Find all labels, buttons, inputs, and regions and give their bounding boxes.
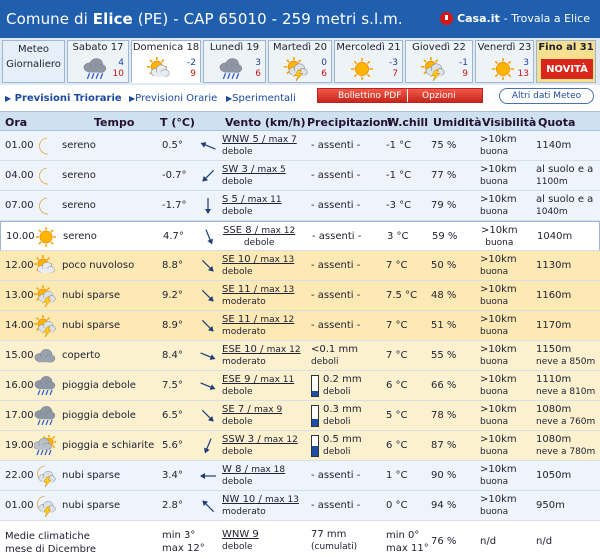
table-row (0, 311, 600, 341)
day-min-temp: 4 (118, 58, 124, 68)
row-humidity: 78 % (431, 410, 457, 421)
table-row (0, 341, 600, 371)
day-tab[interactable] (203, 40, 266, 83)
day-label: Giovedì 22 (412, 42, 466, 53)
tab-previsioni-orarie[interactable]: ▶Previsioni Orarie (129, 93, 218, 104)
row-condition: coperto (62, 350, 101, 361)
precipitation: - assenti - (311, 290, 361, 301)
row-visibility: >10km buona (480, 254, 517, 277)
freezing-level: 950m (536, 500, 565, 511)
day-tab[interactable] (268, 40, 332, 83)
precipitation: - assenti - (311, 260, 361, 271)
tab-fino-al-31[interactable] (536, 40, 596, 83)
day-min-temp: -2 (187, 58, 196, 68)
day-tabs (0, 38, 600, 85)
row-temperature: 3.4° (162, 470, 183, 481)
row-humidity: 77 % (431, 170, 457, 181)
col-precipitazioni: Precipitazioni (307, 116, 392, 129)
row-condition: poco nuvoloso (62, 260, 135, 271)
storm-moon-icon (34, 465, 56, 487)
day-label-2: Giornaliero (6, 59, 61, 70)
pdf-options-bar (317, 88, 483, 103)
day-label: Venerdì 23 (477, 42, 532, 53)
storm-sun-icon (283, 57, 309, 81)
row-windchill: 7.5 °C (386, 290, 418, 301)
row-condition: pioggia e schiarite (62, 440, 155, 451)
wind-arrow-icon (197, 376, 219, 396)
row-time: 22.00 (5, 470, 34, 481)
row-condition: nubi sparse (62, 290, 121, 301)
table-row (0, 371, 600, 401)
row-wind: SSE 8 / max 12 debole (223, 225, 296, 248)
wind-arrow-icon (197, 466, 219, 486)
row-humidity: 79 % (431, 200, 457, 211)
day-max-temp: 9 (462, 69, 468, 79)
row-windchill: -1 °C (386, 140, 412, 151)
col-umidita: Umidità (433, 116, 482, 129)
row-visibility: >10km buona (480, 434, 517, 457)
row-visibility: >10km buona (480, 464, 517, 487)
row-condition: pioggia debole (62, 380, 136, 391)
table-row (0, 131, 600, 161)
row-wind: SE 7 / max 9 debole (222, 404, 283, 427)
row-humidity: 66 % (431, 380, 457, 391)
row-time: 01.00 (5, 500, 34, 511)
day-min-temp: -3 (389, 58, 398, 68)
climate-quota: n/d (536, 536, 553, 547)
sun-cloud-icon (146, 57, 172, 81)
row-windchill: 7 °C (386, 260, 408, 271)
footer-climate-row (0, 526, 600, 559)
row-windchill: 6 °C (386, 380, 408, 391)
freezing-level: al suolo e a 1100m (536, 164, 594, 187)
rain-gauge (311, 375, 319, 397)
day-min-temp: 3 (255, 58, 261, 68)
wind-arrow-icon (197, 136, 219, 156)
row-temperature: 5.6° (162, 440, 183, 451)
row-visibility: >10km buona (480, 344, 517, 367)
row-visibility: >10km buona (480, 374, 517, 397)
table-row (0, 401, 600, 431)
precipitation: 0.3 mm deboli (323, 404, 362, 427)
row-wind: ESE 9 / max 11 debole (222, 374, 295, 397)
precipitation: - assenti - (311, 320, 361, 331)
row-wind: ESE 10 / max 12 moderato (222, 344, 301, 367)
freezing-level: 1080m neve a 780m (536, 434, 596, 457)
rain-gauge (311, 405, 319, 427)
row-windchill: 0 °C (386, 500, 408, 511)
row-humidity: 50 % (431, 260, 457, 271)
page-header (0, 0, 600, 38)
freezing-level: 1050m (536, 470, 572, 481)
sun-icon (35, 226, 57, 248)
tab-previsioni-triorarie[interactable]: ▶ Previsioni Triorarie (5, 93, 122, 104)
tab-sperimentali[interactable]: ▶Sperimentali (226, 93, 296, 104)
row-visibility: >10km buona (480, 284, 517, 307)
climate-visibility: n/d (480, 536, 497, 547)
climate-prec: 77 mm (cumulati) (311, 529, 358, 552)
row-visibility: >10km buona (480, 314, 517, 337)
day-tab[interactable] (67, 40, 129, 83)
row-windchill: 1 °C (386, 470, 408, 481)
row-temperature: 2.8° (162, 500, 183, 511)
wind-arrow-icon (197, 256, 219, 276)
table-row (0, 251, 600, 281)
novita-badge[interactable]: NOVITÀ (541, 59, 593, 79)
row-time: 04.00 (5, 170, 34, 181)
row-time: 19.00 (5, 440, 34, 451)
climate-temp: min 3° max 12° (162, 530, 205, 554)
row-humidity: 48 % (431, 290, 457, 301)
precipitation: <0.1 mm deboli (311, 344, 358, 367)
row-temperature: 7.5° (162, 380, 183, 391)
rain-icon (82, 57, 108, 81)
sun-cloud-icon (34, 255, 56, 277)
precipitation: 0.2 mm deboli (323, 374, 362, 397)
rain-sun-icon (34, 435, 56, 457)
col-ora: Ora (5, 116, 28, 129)
row-wind: WNW 5 / max 7 debole (222, 134, 297, 157)
tab-meteo-giornaliero[interactable] (2, 40, 65, 83)
precipitation: - assenti - (311, 470, 361, 481)
day-tab[interactable] (334, 40, 403, 83)
rain-icon (34, 375, 56, 397)
freezing-level: 1110m neve a 810m (536, 374, 596, 397)
table-row (0, 191, 600, 221)
row-time: 01.00 (5, 140, 34, 151)
row-wind: S 5 / max 11 debole (222, 194, 282, 217)
day-max-temp: 6 (255, 69, 261, 79)
day-label: Martedì 20 (273, 42, 327, 53)
storm-sun-icon (34, 315, 56, 337)
row-wind: SW 3 / max 5 debole (222, 164, 286, 187)
row-windchill: -1 °C (386, 170, 412, 181)
col-wchill: W.chill (387, 116, 429, 129)
climate-wind: WNW 9 debole (222, 529, 259, 552)
row-windchill: -3 °C (386, 200, 412, 211)
opzioni-button[interactable]: Opzioni (422, 90, 456, 101)
precipitation: - assenti - (311, 140, 361, 151)
cloud-icon (34, 345, 56, 367)
day-label: Sabato 17 (72, 42, 124, 53)
sun-icon (490, 57, 516, 81)
page-title: Comune di Elice (PE) - CAP 65010 - 259 metri s.l.m. (6, 10, 403, 28)
storm-moon-icon (34, 495, 56, 517)
moon-icon (34, 165, 56, 187)
row-humidity: 94 % (431, 500, 457, 511)
row-visibility: >10km buona (480, 134, 517, 157)
wind-arrow-icon (197, 346, 219, 366)
row-temperature: -1.7° (162, 200, 187, 211)
day-label: Domenica 18 (132, 42, 200, 53)
table-row (0, 491, 600, 521)
wind-arrow-icon (197, 196, 219, 216)
row-wind: SE 11 / max 12 moderato (222, 314, 295, 337)
row-visibility: >10km buona (480, 164, 517, 187)
row-time: 13.00 (5, 290, 34, 301)
row-time: 15.00 (5, 350, 34, 361)
freezing-level: 1160m (536, 290, 572, 301)
day-max-temp: 7 (392, 69, 398, 79)
wind-arrow-icon (198, 227, 220, 247)
table-row (0, 461, 600, 491)
wind-arrow-icon (197, 286, 219, 306)
altri-dati-meteo-button[interactable]: Altri dati Meteo (499, 88, 594, 104)
row-humidity: 51 % (431, 320, 457, 331)
precipitation: - assenti - (311, 500, 361, 511)
moon-icon (34, 195, 56, 217)
row-time: 10.00 (6, 231, 35, 242)
row-time: 14.00 (5, 320, 34, 331)
row-wind: SE 10 / max 13 debole (222, 254, 295, 277)
row-temperature: 8.8° (162, 260, 183, 271)
row-windchill: 3 °C (387, 231, 409, 242)
row-condition: nubi sparse (62, 500, 121, 511)
precipitation: - assenti - (311, 170, 361, 181)
row-condition: nubi sparse (62, 320, 121, 331)
row-temperature: 8.9° (162, 320, 183, 331)
row-temperature: 6.5° (162, 410, 183, 421)
row-humidity: 55 % (431, 350, 457, 361)
day-tab[interactable] (405, 40, 473, 83)
row-temperature: 4.7° (163, 231, 184, 242)
col-temp: T (°C) (160, 116, 195, 129)
day-label: Fino al 31 (538, 42, 594, 53)
wind-arrow-icon (197, 316, 219, 336)
table-row (0, 281, 600, 311)
row-humidity: 75 % (431, 140, 457, 151)
rain-icon (34, 405, 56, 427)
climate-chill: min 0° max 11° (386, 530, 429, 554)
day-label: Meteo (18, 44, 49, 55)
freezing-level: 1170m (536, 320, 572, 331)
row-time: 16.00 (5, 380, 34, 391)
day-min-temp: 0 (321, 58, 327, 68)
wind-arrow-icon (197, 436, 219, 456)
bollettino-pdf-button[interactable]: Bollettino PDF (318, 89, 408, 102)
wind-arrow-icon (197, 406, 219, 426)
day-label: Lunedì 19 (209, 42, 260, 53)
rain-gauge (311, 435, 319, 457)
day-tab[interactable] (475, 40, 534, 83)
row-condition: sereno (62, 140, 96, 151)
casa-link[interactable]: Casa.it - Trovala a Elice (440, 12, 590, 25)
row-temperature: 0.5° (162, 140, 183, 151)
day-max-temp: 6 (321, 69, 327, 79)
precipitation: 0.5 mm deboli (323, 434, 362, 457)
freezing-level: al suolo e a 1040m (536, 194, 594, 217)
day-min-temp: 3 (523, 58, 529, 68)
row-condition: pioggia debole (62, 410, 136, 421)
rain-gauge-fill (312, 391, 318, 396)
row-condition: sereno (62, 200, 96, 211)
freezing-level: 1140m (536, 140, 572, 151)
freezing-level: 1080m neve a 760m (536, 404, 596, 427)
col-vento: Vento (km/h) (225, 116, 306, 129)
table-row (0, 221, 600, 251)
rain-icon (218, 57, 244, 81)
freezing-level: 1130m (536, 260, 572, 271)
storm-sun-icon (34, 285, 56, 307)
climate-humidity: 76 % (431, 536, 457, 547)
row-humidity: 59 % (432, 231, 458, 242)
row-time: 07.00 (5, 200, 34, 211)
wind-arrow-icon (197, 496, 219, 516)
day-min-temp: -1 (459, 58, 468, 68)
day-label: Mercoledì 21 (336, 42, 401, 53)
wind-arrow-icon (197, 166, 219, 186)
day-max-temp: 13 (517, 69, 529, 79)
row-temperature: 9.2° (162, 290, 183, 301)
row-humidity: 90 % (431, 470, 457, 481)
row-visibility: >10km buona (480, 494, 517, 517)
row-wind: SE 11 / max 13 moderato (222, 284, 295, 307)
info-icon (440, 12, 453, 25)
col-tempo: Tempo (94, 116, 135, 129)
freezing-level: 1150m neve a 850m (536, 344, 596, 367)
row-time: 12.00 (5, 260, 34, 271)
precipitation: - assenti - (312, 231, 362, 242)
climate-label[interactable]: Medie climatiche mese di Dicembre (5, 531, 97, 555)
row-visibility: >10km buona (481, 225, 518, 248)
rain-gauge-fill (312, 419, 318, 426)
row-windchill: 5 °C (386, 410, 408, 421)
row-condition: nubi sparse (62, 470, 121, 481)
row-wind: SSW 3 / max 12 debole (222, 434, 298, 457)
col-quota: Quota (538, 116, 576, 129)
row-windchill: 7 °C (386, 320, 408, 331)
precipitation: - assenti - (311, 200, 361, 211)
row-visibility: >10km buona (480, 194, 517, 217)
row-temperature: -0.7° (162, 170, 187, 181)
row-wind: NW 10 / max 13 moderato (222, 494, 299, 517)
table-header (0, 111, 600, 131)
row-humidity: 87 % (431, 440, 457, 451)
day-max-temp: 9 (190, 69, 196, 79)
row-temperature: 8.4° (162, 350, 183, 361)
sun-icon (349, 57, 375, 81)
freezing-level: 1040m (537, 231, 573, 242)
row-visibility: >10km buona (480, 404, 517, 427)
row-time: 17.00 (5, 410, 34, 421)
row-condition: sereno (62, 170, 96, 181)
row-windchill: 6 °C (386, 440, 408, 451)
table-row (0, 161, 600, 191)
day-tab[interactable] (131, 40, 201, 83)
storm-sun-icon (420, 57, 446, 81)
table-row (0, 431, 600, 461)
col-visibilita: Visibilità (482, 116, 537, 129)
moon-icon (34, 135, 56, 157)
row-wind: W 8 / max 18 debole (222, 464, 286, 487)
row-windchill: 7 °C (386, 350, 408, 361)
rain-gauge-fill (312, 446, 318, 456)
row-condition: sereno (63, 231, 97, 242)
day-max-temp: 10 (112, 69, 124, 79)
